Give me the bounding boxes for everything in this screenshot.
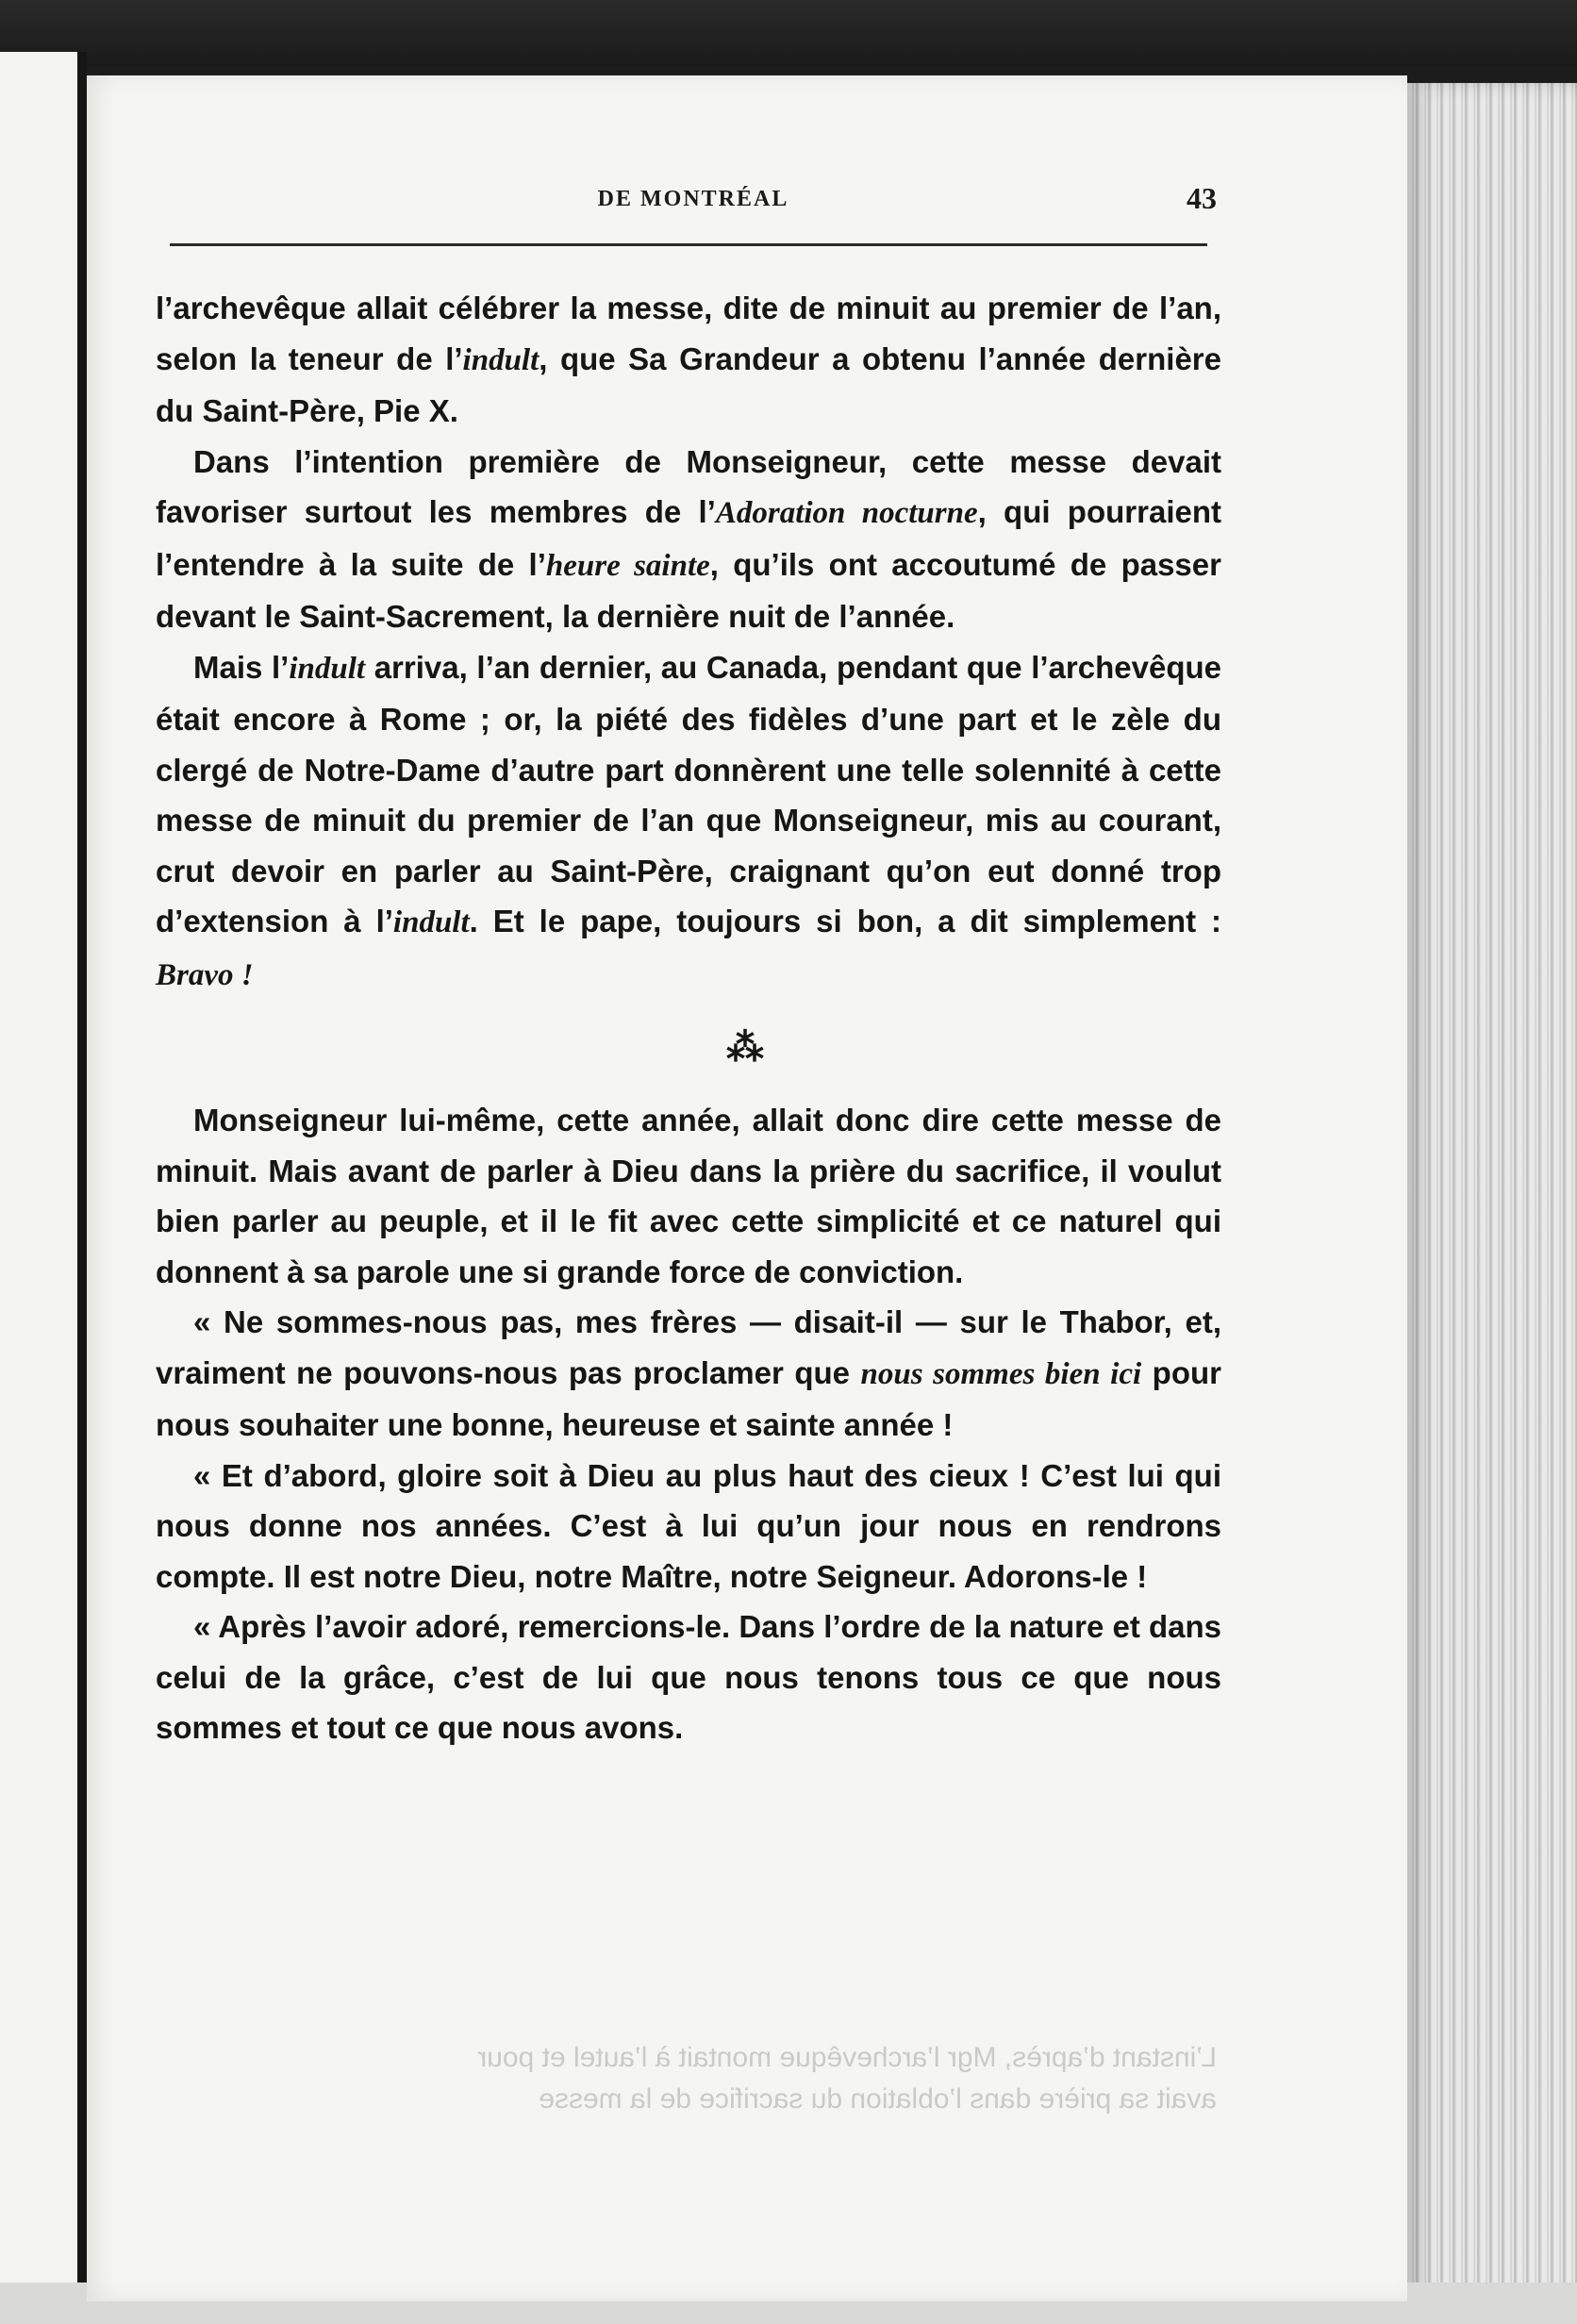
italic-text: nous sommes bien ici <box>860 1356 1142 1391</box>
italic-text: indult <box>289 651 366 686</box>
body-text <box>156 283 1221 1753</box>
paragraph <box>156 283 1221 437</box>
italic-text: heure sainte <box>545 548 710 583</box>
running-title: DE MONTRÉAL <box>597 187 789 211</box>
header-rule <box>170 243 1207 246</box>
paragraph <box>156 1095 1221 1297</box>
scanner-top-edge <box>0 0 1577 66</box>
text-run: , que Sa Grandeur a obtenu l’année dernière du Saint-Père, Pie X. <box>156 340 1221 428</box>
facing-page-edge <box>0 52 87 2287</box>
text-run: « Et d’abord, gloire soit à Dieu au plus haut des cieux ! C’est lui qui nous donne nos années. C’est à lui qu’un jour nous en rendrons compte. Il est notre Dieu, notre Maître, notre Seigneur. Adorons-le ! <box>156 1457 1221 1594</box>
text-run: arriva, l’an dernier, au Canada, pendant que l’archevêque était encore à Rome ; or, la piété des fidèles d’une part et le zèle du clergé de Notre-Dame d’autre part donnèrent une telle solennité à cette messe de minuit du premier de l’an que Monseigneur, mis au courant, crut devoir en parler au Saint-Père, craignant qu’on eut donné trop d’extension à l’ <box>156 649 1221 938</box>
italic-text: indult <box>462 342 540 377</box>
text-run: l’archevêque allait célébrer la messe, dite de minuit au premier de l’an, selon la teneur de l’ <box>156 290 1221 376</box>
page-number: 43 <box>1187 181 1217 215</box>
page-stack-edge <box>1407 83 1577 2324</box>
italic-text: indult <box>392 905 470 939</box>
text-run: , qui pourraient l’entendre à la suite de l’ <box>156 494 1221 582</box>
text-run: , qu’ils ont accoutumé de passer devant le Saint-Sacrement, la dernière nuit de l’année. <box>156 546 1221 634</box>
bleed-line: avait sa prière dans l’oblation du sacrifice de la messe <box>539 2083 1217 2115</box>
italic-text: Bravo ! <box>156 957 254 992</box>
text-run: pour nous souhaiter une bonne, heureuse et sainte année ! <box>156 1354 1221 1442</box>
section-separator: ⁂ <box>726 1026 764 1069</box>
bleed-through-text <box>226 2037 1217 2120</box>
text-run: Monseigneur lui-même, cette année, allait donc dire cette messe de minuit. Mais avant de parler à Dieu dans la prière du sacrifice, il voulut bien parler au peuple, et il le fit avec cette simplicité et ce naturel qui donnent à sa parole une si grande force de conviction. <box>156 1103 1221 1289</box>
text-run: « Après l’avoir adoré, remercions-le. Dans l’ordre de la nature et dans celui de la grâce, c’est de lui que nous tenons tous ce que nous sommes et tout ce que nous avons. <box>156 1609 1221 1745</box>
paragraph <box>156 437 1221 642</box>
paragraph <box>156 642 1221 1002</box>
text-run: . Et le pape, toujours si bon, a dit simplement : <box>469 904 1221 938</box>
text-run: « Ne sommes-nous pas, mes frères — disait-il — sur le Thabor, et, vraiment ne pouvons-nous pas proclamer que <box>156 1304 1221 1390</box>
paragraph <box>156 1297 1221 1451</box>
italic-text: Adoration nocturne <box>715 496 978 530</box>
running-head <box>170 181 1217 234</box>
text-run: Dans l’intention première de Monseigneur, cette messe devait favoriser surtout les membres de l’ <box>156 443 1221 529</box>
bleed-line: L’instant d’après, Mgr l’archevêque montait à l’autel et pour <box>477 2042 1217 2073</box>
paragraph <box>156 1451 1221 1602</box>
paragraph <box>156 1602 1221 1753</box>
text-run: Mais l’ <box>193 649 290 685</box>
